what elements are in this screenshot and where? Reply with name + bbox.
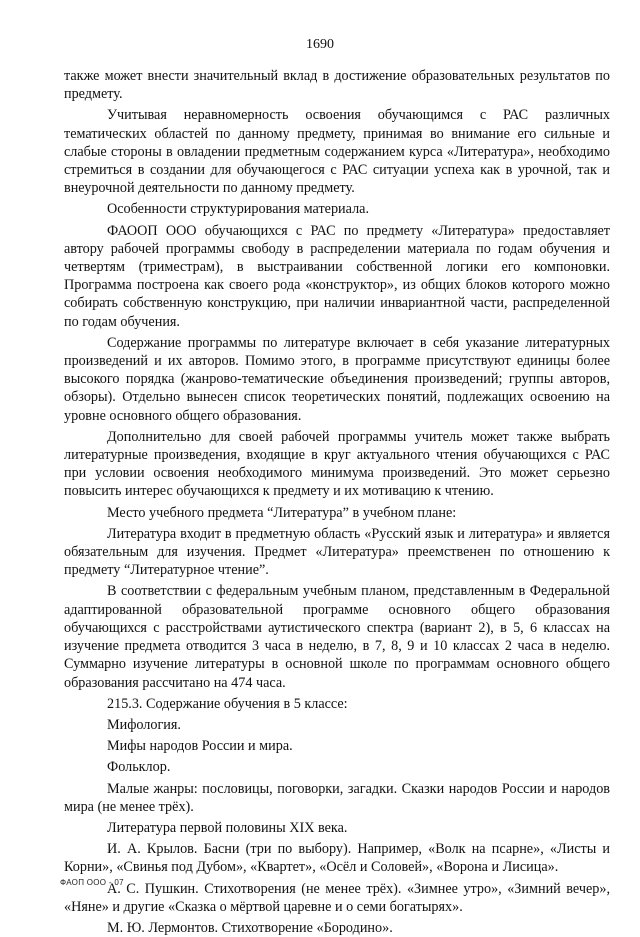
paragraph: также может внести значительный вклад в достижение образовательных результатов по предмету.	[64, 68, 610, 103]
document-code-footer: ФАОП ООО - 07	[60, 878, 124, 887]
paragraph: Литература входит в предметную область «Русский язык и литература» и является обязательным для изучения. Предмет «Литература» преемственен по отношению к предмету “Литературное чтение”.	[64, 525, 610, 579]
topic-heading: Литература первой половины XIX века.	[107, 819, 348, 836]
page-number: 1690	[306, 37, 334, 52]
section-heading: 215.3. Содержание обучения в 5 классе:	[107, 695, 348, 712]
topic-item: Мифы народов России и мира.	[107, 738, 293, 755]
paragraph: Содержание программы по литературе включает в себя указание литературных произведений и их авторов. Помимо этого, в программе присутствуют единицы более высокого порядка (жанрово-тематические объединения произведений; группы авторов, обзоры). Отдельно вынесен список теоретических понятий, подлежащих освоению на уровне основного общего образования.	[64, 334, 610, 424]
paragraph: Дополнительно для своей рабочей программы учитель может также выбрать литературные произведения, входящие в круг актуального чтения обучающихся с РАС при условии освоения необходимого минимума произведений. Это может серьезно повысить интерес обучающихся к предмету и их мотивацию к чтению.	[64, 428, 610, 500]
topic-item: А. С. Пушкин. Стихотворения (не менее трёх). «Зимнее утро», «Зимний вечер», «Няне» и другие «Сказка о мёртвой царевне и о семи богатырях».	[64, 880, 610, 915]
paragraph: ФАООП ООО обучающихся с РАС по предмету «Литература» предоставляет автору рабочей программы свободу в распределении материала по годам обучения и четвертям (триместрам), в выстраивании собственной логики его компоновки. Программа построена как своего рода «конструктор», из общих блоков которого можно собирать собственную конструкцию, при наличии инвариантной части, распределенной по годам обучения.	[64, 222, 610, 330]
paragraph: Место учебного предмета “Литература” в учебном плане:	[107, 504, 457, 521]
topic-heading: Мифология.	[107, 716, 181, 733]
topic-heading: Фольклор.	[107, 759, 171, 776]
topic-item: Малые жанры: пословицы, поговорки, загадки. Сказки народов России и народов мира (не менее трёх).	[64, 780, 610, 815]
paragraph: Учитывая неравномерность освоения обучающимся с РАС различных тематических областей по данному предмету, принимая во внимание его сильные и слабые стороны в овладении предметным содержанием курса «Литература», необходимо стремиться в создании для обучающегося с РАС ситуации успеха как в урочной, так и внеурочной деятельности по данному предмету.	[64, 107, 610, 197]
topic-item: И. А. Крылов. Басни (три по выбору). Например, «Волк на псарне», «Листы и Корни», «Свинья под Дубом», «Квартет», «Осёл и Соловей», «Ворона и Лисица».	[64, 841, 610, 876]
paragraph: В соответствии с федеральным учебным планом, представленным в Федеральной адаптированной образовательной программе основного общего образования обучающихся с расстройствами аутистического спектра (вариант 2), в 5, 6 классах на изучение предмета отводится 3 часа в неделю, в 7, 8, 9 и 10 классах 2 часа в неделю. Суммарно изучение литературы в основной школе по программам основного общего образования рассчитано на 474 часа.	[64, 583, 610, 691]
document-body	[64, 67, 610, 937]
topic-item: М. Ю. Лермонтов. Стихотворение «Бородино».	[107, 919, 393, 936]
paragraph: Особенности структурирования материала.	[107, 201, 369, 218]
